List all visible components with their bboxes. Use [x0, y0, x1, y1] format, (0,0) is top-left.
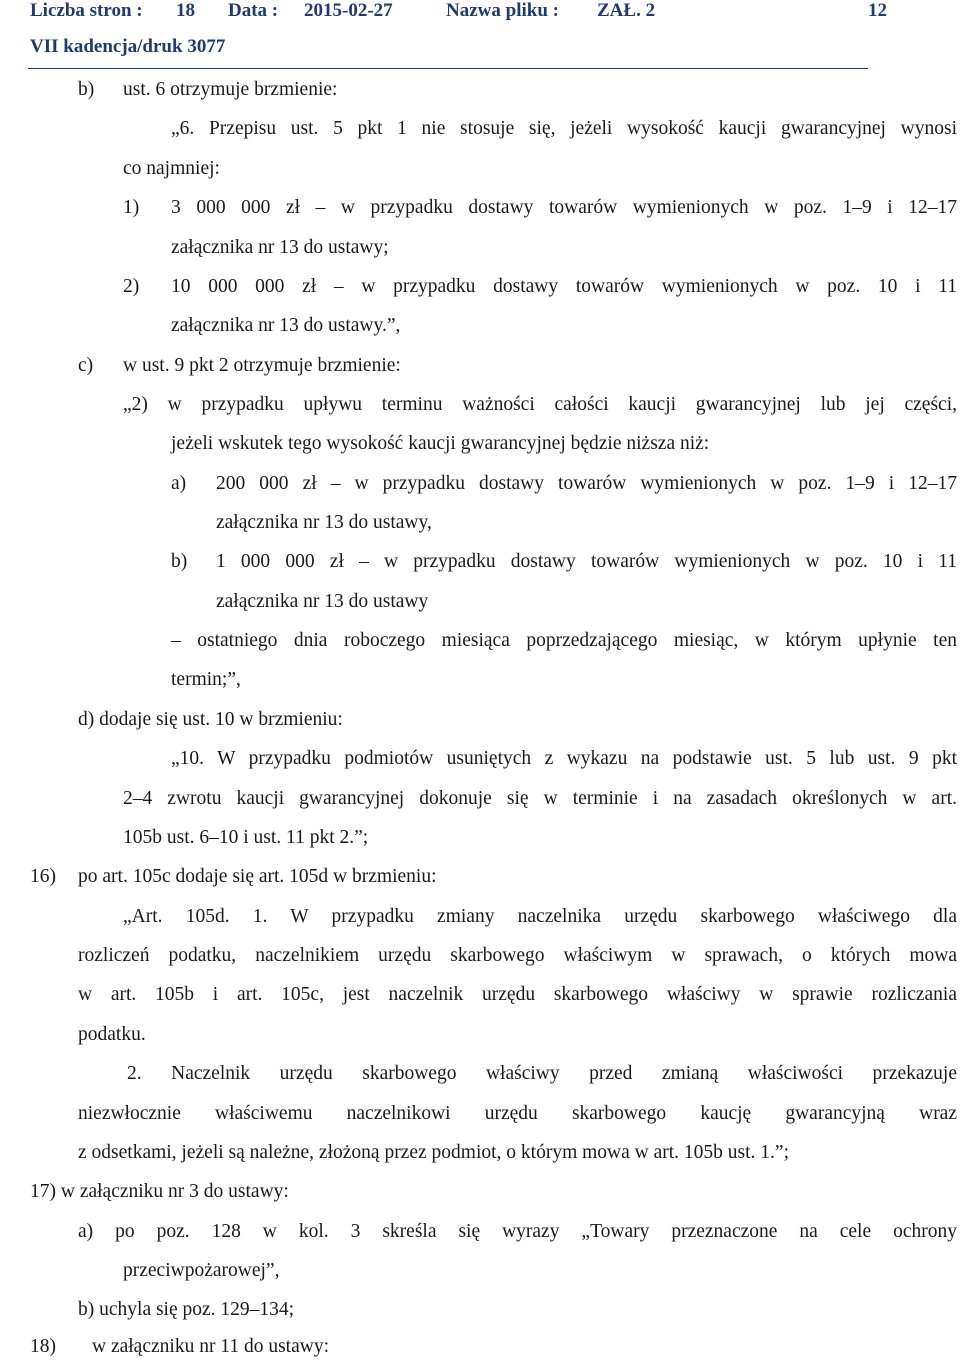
- page-number: 12: [868, 0, 887, 21]
- item-marker-c: c): [78, 355, 94, 376]
- date-label: Data :: [228, 0, 279, 21]
- text-line: ust. 6 otrzymuje brzmienie:: [123, 79, 338, 100]
- text-line: 3 000 000 zł – w przypadku dostawy towarów wymienionych w poz. 1–9 i 12–17: [171, 197, 957, 218]
- text-line: w ust. 9 pkt 2 otrzymuje brzmienie:: [123, 355, 401, 376]
- text-line: załącznika nr 13 do ustawy.”,: [171, 315, 401, 336]
- pages-label: Liczba stron :: [30, 0, 143, 21]
- text-line: 105b ust. 6–10 i ust. 11 pkt 2.”;: [123, 827, 369, 848]
- text-line: „10. W przypadku podmiotów usuniętych z wykazu na podstawie ust. 5 lub ust. 9 pkt: [171, 748, 957, 769]
- text-line: podatku.: [78, 1024, 146, 1045]
- text-line: 2–4 zwrotu kaucji gwarancyjnej dokonuje się w terminie i na zasadach określonych w art.: [123, 788, 957, 809]
- text-line: z odsetkami, jeżeli są należne, złożoną przez podmiot, o którym mowa w art. 105b ust. 1.”;: [78, 1142, 789, 1163]
- file-label: Nazwa pliku :: [446, 0, 559, 21]
- text-line: termin;”,: [171, 669, 241, 690]
- text-line: „Art. 105d. 1. W przypadku zmiany naczelnika urzędu skarbowego właściwego dla: [123, 906, 957, 927]
- text-line: rozliczeń podatku, naczelnikiem urzędu skarbowego właściwym w sprawach, o których mowa: [78, 945, 957, 966]
- item-marker-b: b): [171, 551, 188, 572]
- text-line: co najmniej:: [123, 158, 220, 179]
- text-line: 2. Naczelnik urzędu skarbowego właściwy przed zmianą właściwości przekazuje: [127, 1063, 957, 1084]
- text-line: przeciwpożarowej”,: [123, 1260, 280, 1281]
- text-line: – ostatniego dnia roboczego miesiąca poprzedzającego miesiąc, w którym upłynie ten: [171, 630, 957, 651]
- text-line: „6. Przepisu ust. 5 pkt 1 nie stosuje się, jeżeli wysokość kaucji gwarancyjnej wynosi: [171, 118, 957, 139]
- item-marker-a: a): [171, 473, 187, 494]
- item-marker-b: b): [78, 79, 95, 100]
- text-line: 200 000 zł – w przypadku dostawy towarów wymienionych w poz. 1–9 i 12–17: [216, 473, 957, 494]
- text-line: 10 000 000 zł – w przypadku dostawy towarów wymienionych w poz. 10 i 11: [171, 276, 957, 297]
- date-value: 2015-02-27: [304, 0, 393, 21]
- item-marker-16: 16): [30, 866, 56, 887]
- text-line: załącznika nr 13 do ustawy;: [171, 237, 389, 258]
- text-line: a) po poz. 128 w kol. 3 skreśla się wyrazy „Towary przeznaczone na cele ochrony: [78, 1221, 957, 1242]
- item-marker-18: 18): [30, 1336, 56, 1357]
- document-subtitle: VII kadencja/druk 3077: [30, 36, 226, 57]
- item-marker-2: 2): [123, 276, 140, 297]
- text-line: niezwłocznie właściwemu naczelnikowi urzędu skarbowego kaucję gwarancyjną wraz: [78, 1103, 957, 1124]
- text-line: b) uchyla się poz. 129–134;: [78, 1299, 295, 1320]
- text-line: „2) w przypadku upływu terminu ważności całości kaucji gwarancyjnej lub jej części,: [123, 394, 957, 415]
- header-rule: [28, 68, 868, 69]
- file-value: ZAŁ. 2: [597, 0, 656, 21]
- text-line: jeżeli wskutek tego wysokość kaucji gwarancyjnej będzie niższa niż:: [171, 433, 710, 454]
- text-line: 1 000 000 zł – w przypadku dostawy towarów wymienionych w poz. 10 i 11: [216, 551, 957, 572]
- text-line: w załączniku nr 11 do ustawy:: [92, 1336, 329, 1357]
- text-line: załącznika nr 13 do ustawy: [216, 591, 429, 612]
- item-marker-1: 1): [123, 197, 140, 218]
- text-line: w art. 105b i art. 105c, jest naczelnik urzędu skarbowego właściwy w sprawie rozliczania: [78, 984, 957, 1005]
- pages-value: 18: [176, 0, 195, 21]
- text-line: załącznika nr 13 do ustawy,: [216, 512, 432, 533]
- text-line: 17) w załączniku nr 3 do ustawy:: [30, 1181, 289, 1202]
- text-line: d) dodaje się ust. 10 w brzmieniu:: [78, 709, 343, 730]
- text-line: po art. 105c dodaje się art. 105d w brzmieniu:: [78, 866, 437, 887]
